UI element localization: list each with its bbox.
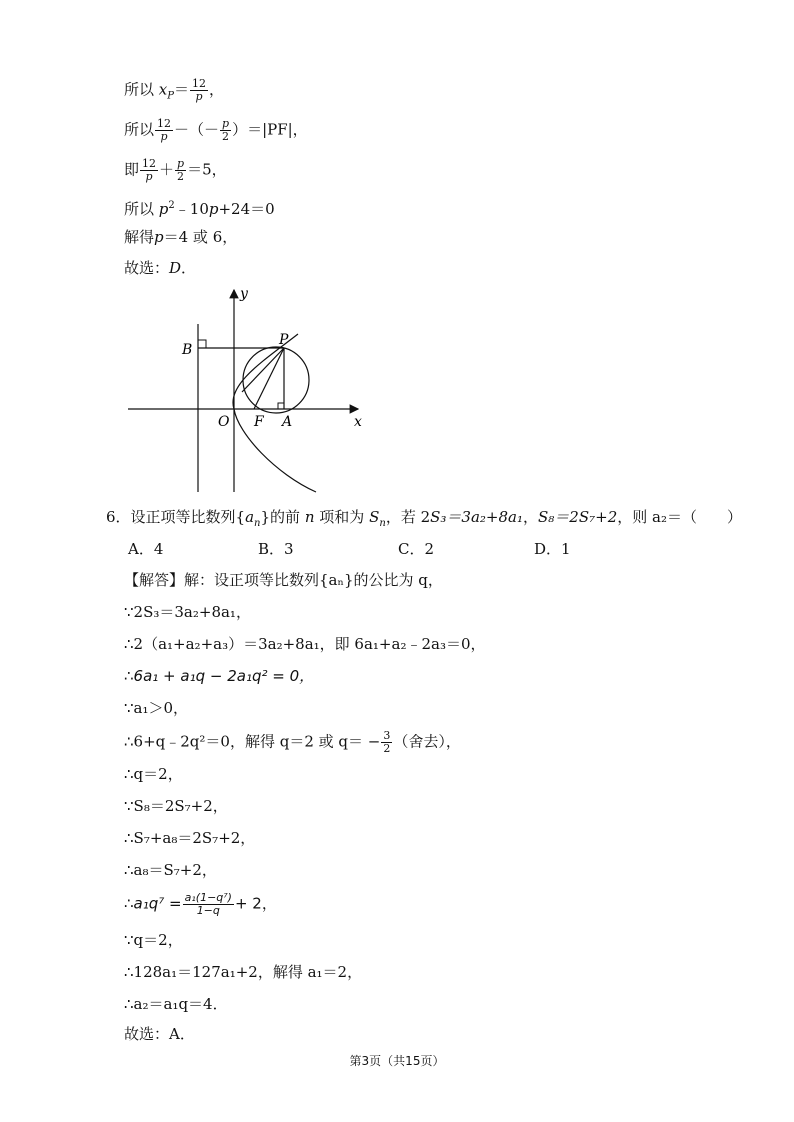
label-f: F — [254, 414, 264, 430]
solution-step-12: ∴128a₁＝127a₁+2，解得 a₁＝2， — [124, 963, 363, 981]
solution-step-4: ∵a₁＞0， — [124, 699, 189, 717]
solution-step-2: ∴2（a₁+a₂+a₃）＝3a₂+8a₁，即 6a₁+a₂﹣2a₃＝0， — [124, 635, 486, 653]
prev-line-3: 即 $\frac{12}{p}$ ＋ $\frac{p}{2}$ ＝5， — [124, 157, 227, 183]
solution-step-14: 故选：A． — [124, 1025, 195, 1043]
segment-pf — [254, 348, 284, 409]
prev-line-4: 所以 $p^2﹣10p+24=0$ — [124, 200, 275, 218]
solution-step-6: ∴q＝2， — [124, 765, 183, 783]
right-angle-mark-a — [278, 403, 284, 409]
label-o: O — [218, 414, 230, 430]
prev-line-6: 故选：D． — [124, 259, 197, 277]
solution-step-13: ∴a₂＝a₁q＝4． — [124, 995, 228, 1013]
prev-line-1: 所以 $x_P=$ $\frac{12}{p}$ ， — [124, 77, 225, 103]
fraction: $\frac{\text{a₁(1−q⁷)}}{1-q}$ — [184, 891, 232, 917]
label-x: x — [354, 414, 362, 430]
fraction: $\frac{p}{2}$ — [177, 157, 185, 183]
question-6-stem: 6．设正项等比数列$\{a_n\}$的前 n 项和为 $S_n$，若 2S₃＝3a₂+8a₁，S₈＝2S₇+2，则 a₂＝（ ） — [106, 508, 742, 529]
solution-step-9: ∴a₈＝S₇+2， — [124, 861, 217, 879]
prev-line-5: 解得p＝4 或 6， — [124, 228, 238, 246]
solution-step-7: ∵S₈＝2S₇+2， — [124, 797, 228, 815]
solution-head: 【解答】解：设正项等比数列{aₙ}的公比为 q， — [124, 571, 443, 589]
fraction: $\frac{12}{p}$ — [142, 157, 157, 183]
fraction: $\frac{3}{2}$ — [383, 729, 391, 755]
solution-step-11: ∵q＝2， — [124, 931, 183, 949]
fraction: $\frac{p}{2}$ — [222, 117, 230, 143]
option-b: B．3 — [258, 540, 294, 558]
fraction: $\frac{12}{p}$ — [157, 117, 172, 143]
label-a: A — [282, 414, 293, 430]
right-angle-mark-b — [198, 340, 206, 348]
option-d: D．1 — [534, 540, 571, 558]
segment-po — [242, 348, 284, 392]
solution-step-10: ∴a₁q⁷ = $\frac{\text{a₁(1−q⁷)}}{1-q}$ + 2， — [124, 891, 277, 917]
parabola-circle-figure — [126, 284, 366, 496]
prev-line-2: 所以 $\frac{12}{p}$ －（－ $\frac{p}{2}$ ）＝|PF|， — [124, 117, 308, 143]
option-c: C．2 — [398, 540, 435, 558]
label-b: B — [182, 342, 193, 358]
solution-step-8: ∴S₇+a₈＝2S₇+2， — [124, 829, 256, 847]
fraction: $\frac{12}{p}$ — [192, 77, 207, 103]
solution-step-3: ∴6a₁ + a₁q − 2a₁q² = 0， — [124, 667, 315, 685]
option-a: A．4 — [128, 540, 164, 558]
solution-step-5: ∴6+q﹣2q²＝0，解得 q＝2 或 q＝ − $\frac{3}{2}$ （舍去）， — [124, 729, 461, 755]
label-p: P — [279, 332, 289, 348]
label-y: y — [240, 286, 248, 302]
solution-step-1: ∵2S₃＝3a₂+8a₁， — [124, 603, 251, 621]
page-footer: 第3页（共15页） — [349, 1054, 445, 1068]
